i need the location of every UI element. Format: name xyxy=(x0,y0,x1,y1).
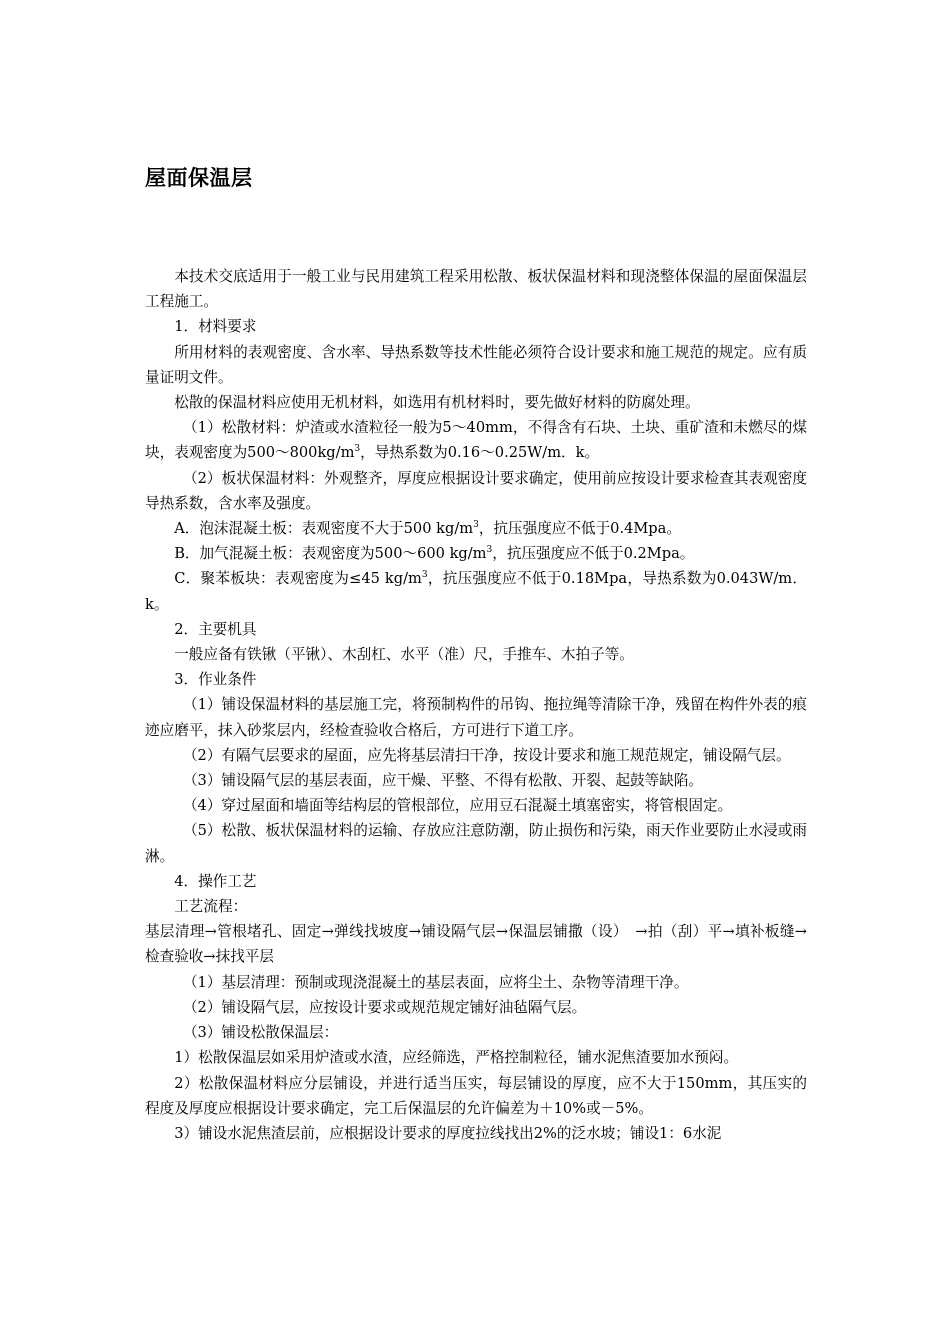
paragraph: （1）基层清理：预制或现浇混凝土的基层表面，应将尘土、杂物等清理干净。 xyxy=(182,973,689,991)
document-title: 屋面保温层 xyxy=(145,166,253,190)
paragraph: （1）松散材料：炉渣或水渣粒径一般为5～40mm，不得含有石块、土块、重矿渣和未燃尽的煤块，表观密度为$500\sim 800kg/m^3$，导热系数为0.16～0.25W/m．k。 xyxy=(145,419,807,462)
paragraph: 松散的保温材料应使用无机材料，如选用有机材料时，要先做好材料的防腐处理。 xyxy=(174,394,700,412)
paragraph: 一般应备有铁锹（平锹）、木刮杠、水平（准）尺，手推车、木拍子等。 xyxy=(174,646,634,664)
paragraph: 2）松散保温材料应分层铺设，并进行适当压实，每层铺设的厚度，应不大于150mm，其压实的程度及厚度应根据设计要求确定，完工后保温层的允许偏差为＋10%或－5%。 xyxy=(145,1074,807,1117)
paragraph: （4）穿过屋面和墙面等结构层的管根部位，应用豆石混凝土填塞密实，将管根固定。 xyxy=(182,797,733,815)
paragraph: （2）有隔气层要求的屋面，应先将基层清扫干净，按设计要求和施工规范规定，铺设隔气层。 xyxy=(182,746,791,764)
superscript: 3 xyxy=(421,570,428,581)
paragraph: A．泡沫混凝土板：表观密度不大于500 $kg/m^3$，抗压强度应不低于0.4Mpa。 xyxy=(174,520,681,538)
section-heading-process: 4．操作工艺 xyxy=(174,872,257,890)
document-body xyxy=(145,264,807,1146)
process-flow: 基层清理→管根堵孔、固定→弹线找坡度→铺设隔气层→保温层铺撒（设） →拍（刮）平→填补板缝→检查验收→抹找平层 xyxy=(145,923,807,966)
paragraph: C．聚苯板块：表观密度为≤45 $kg/m^3$，抗压强度应不低于0.18Mpa，导热系数为0.043W/m．k。 xyxy=(145,570,808,613)
section-heading-conditions: 3．作业条件 xyxy=(174,671,257,689)
paragraph: 工艺流程： xyxy=(174,898,248,916)
superscript: 3 xyxy=(473,520,479,531)
paragraph: （2）铺设隔气层，应按设计要求或规范规定铺好油毡隔气层。 xyxy=(182,998,587,1016)
paragraph: （1）铺设保温材料的基层施工完，将预制构件的吊钩、拖拉绳等清除干净，残留在构件外表的痕迹应磨平，抹入砂浆层内，经检查验收合格后，方可进行下道工序。 xyxy=(145,696,807,739)
paragraph: （3）铺设隔气层的基层表面，应干燥、平整、不得有松散、开裂、起鼓等缺陷。 xyxy=(182,772,704,790)
paragraph: （3）铺设松散保温层： xyxy=(182,1024,339,1042)
superscript: 3 xyxy=(486,545,493,556)
paragraph: B．加气混凝土板：表观密度为500～600 $kg/m^3$，抗压强度应不低于0.2Mpa。 xyxy=(174,545,695,563)
paragraph: （5）松散、板状保温材料的运输、存放应注意防潮，防止损伤和污染，雨天作业要防止水浸或雨淋。 xyxy=(145,822,807,865)
paragraph-intro: 本技术交底适用于一般工业与民用建筑工程采用松散、板状保温材料和现浇整体保温的屋面保温层工程施工。 xyxy=(145,268,807,311)
section-heading-tools: 2．主要机具 xyxy=(174,620,257,638)
section-heading-materials: 1．材料要求 xyxy=(174,318,257,336)
superscript: 3 xyxy=(354,444,361,455)
paragraph: 1）松散保温层如采用炉渣或水渣，应经筛选，严格控制粒径，铺水泥焦渣要加水预闷。 xyxy=(174,1049,739,1067)
paragraph: 所用材料的表观密度、含水率、导热系数等技术性能必须符合设计要求和施工规范的规定。应有质量证明文件。 xyxy=(145,343,807,386)
paragraph: （2）板状保温材料：外观整齐，厚度应根据设计要求确定，使用前应按设计要求检查其表观密度导热系数，含水率及强度。 xyxy=(145,469,807,512)
paragraph: 3）铺设水泥焦渣层前，应根据设计要求的厚度拉线找出2%的泛水坡；铺设1：6水泥 xyxy=(174,1124,722,1142)
